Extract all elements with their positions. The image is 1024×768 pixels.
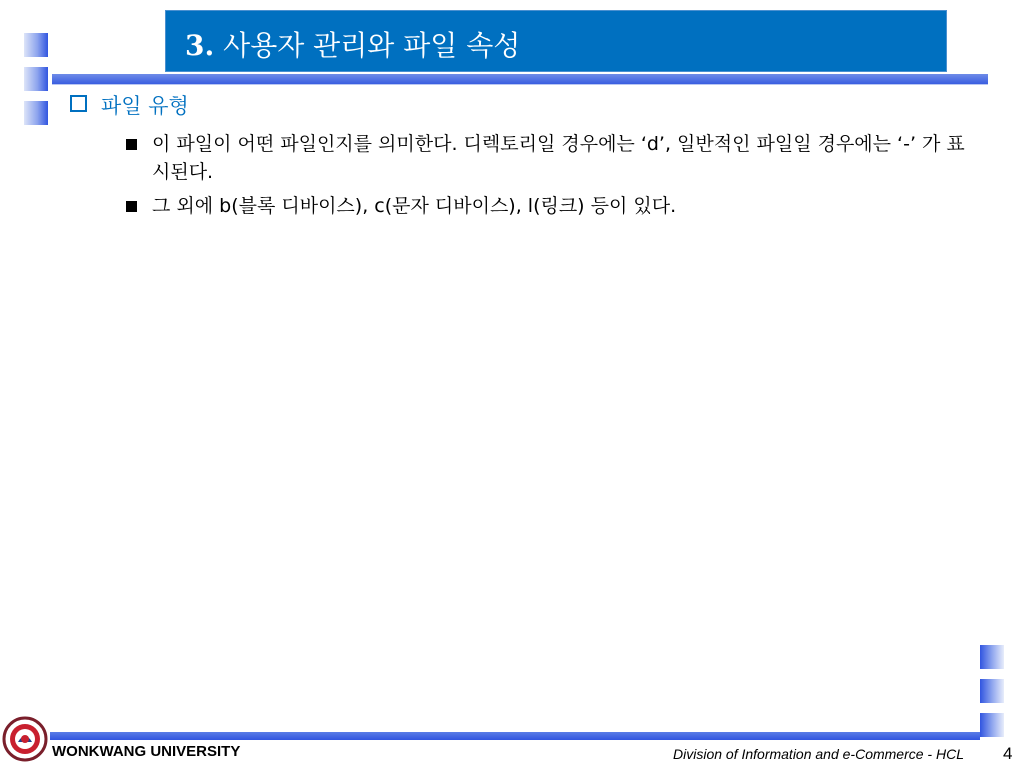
decor-square-right-1 (980, 645, 1004, 669)
university-name: WONKWANG UNIVERSITY (52, 743, 241, 760)
footer-division: Division of Information and e-Commerce - HCL (673, 746, 964, 762)
top-divider (52, 74, 988, 84)
hollow-square-icon (70, 95, 87, 112)
slide-title (185, 24, 520, 64)
title-number: 3. (185, 29, 215, 62)
section-heading (70, 90, 189, 120)
bullet-text: 그 외에 b(블록 디바이스), c(문자 디바이스), l(링크) 등이 있다. (152, 195, 677, 217)
list-item (126, 192, 976, 220)
title-bar (165, 10, 947, 72)
decor-square-right-2 (980, 679, 1004, 703)
university-seal-icon (2, 716, 48, 762)
decor-square-left-1 (24, 33, 48, 57)
decor-square-right-3 (980, 713, 1004, 737)
decor-square-left-3 (24, 101, 48, 125)
top-divider-line (52, 84, 988, 85)
bullet-list (126, 130, 976, 226)
filled-square-icon (126, 139, 137, 150)
title-text: 사용자 관리와 파일 속성 (223, 29, 521, 62)
decor-square-left-2 (24, 67, 48, 91)
page-number: 4 (1003, 744, 1013, 763)
filled-square-icon (126, 201, 137, 212)
heading-text: 파일 유형 (101, 94, 189, 118)
list-item (126, 130, 976, 186)
bullet-text: 이 파일이 어떤 파일인지를 의미한다. 디렉토리일 경우에는 ‘d’, 일반적인 파일일 경우에는 ‘-’ 가 표시된다. (152, 133, 965, 183)
bottom-divider (50, 732, 980, 740)
